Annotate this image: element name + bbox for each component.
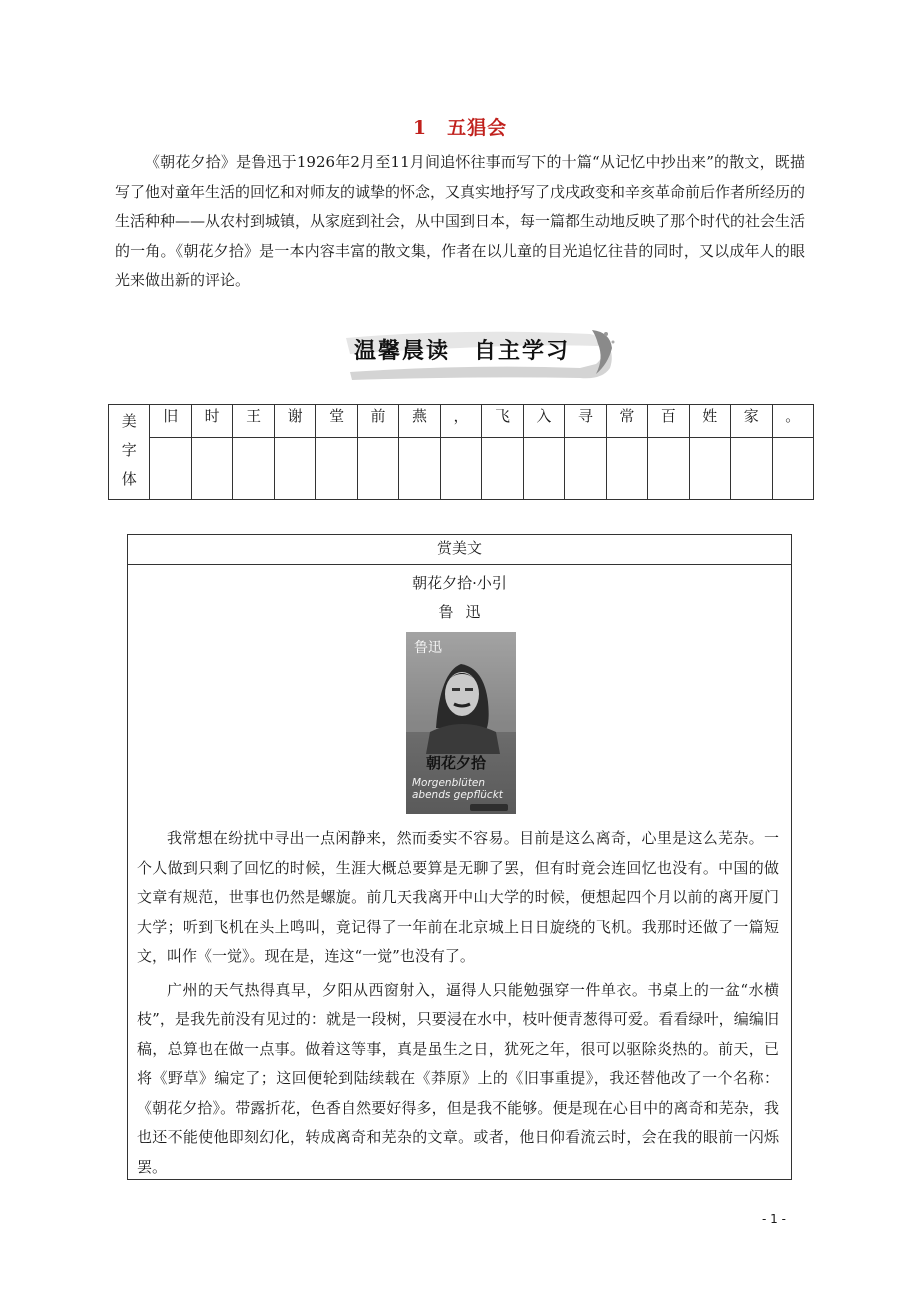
calligraphy-char: 堂 — [316, 405, 357, 438]
calligraphy-char: 寻 — [565, 405, 606, 438]
calligraphy-practice-cell[interactable] — [440, 438, 481, 500]
calligraphy-practice-cell[interactable] — [274, 438, 315, 500]
calligraphy-practice-cell[interactable] — [731, 438, 772, 500]
calligraphy-char: 时 — [191, 405, 232, 438]
calligraphy-practice-cell[interactable] — [233, 438, 274, 500]
calligraphy-practice-cell[interactable] — [399, 438, 440, 500]
calligraphy-practice-cell[interactable] — [191, 438, 232, 500]
calligraphy-practice-cell[interactable] — [648, 438, 689, 500]
essay-paragraph: 广州的天气热得真早，夕阳从西窗射入，逼得人只能勉强穿一件单衣。书桌上的一盆“水横枝”，是我先前没有见过的：就是一段树，只要浸在水中，枝叶便青葱得可爱。看看绿叶，编编旧稿，总算也在做一点事。做着这等事，真是虽生之日，犹死之年，很可以驱除炎热的。前天，已将《野草》编定了；这回便轮到陆续载在《莽原》上的《旧事重提》，我还替他改了一个名称：《朝花夕拾》。带露折花，色香自然要好得多，但是我不能够。便是现在心目中的离奇和芜杂，我也还不能使他即刻幻化，转成离奇和芜杂的文章。或者，他日仰看流云时，会在我的眼前一闪烁罢。 — [137, 980, 779, 1176]
calligraphy-char: 旧 — [150, 405, 191, 438]
intro-text — [115, 148, 805, 296]
cover-title-cn: 朝花夕拾 — [426, 754, 487, 772]
calligraphy-practice-cell[interactable] — [482, 438, 523, 500]
book-cover-image — [406, 632, 516, 814]
calligraphy-label-char: 体 — [121, 470, 137, 488]
cover-author-text: 鲁迅 — [414, 640, 442, 656]
calligraphy-char: 。 — [772, 405, 814, 438]
calligraphy-label-char: 字 — [121, 441, 137, 459]
calligraphy-label-cell — [109, 405, 150, 500]
cover-title-de-2: abends gepflückt — [412, 789, 503, 801]
calligraphy-char: 谢 — [274, 405, 315, 438]
page-number: - 1 - — [762, 1212, 786, 1226]
essay-body — [137, 824, 779, 1182]
calligraphy-table — [108, 404, 814, 500]
calligraphy-practice-cell[interactable] — [772, 438, 814, 500]
publisher-logo-icon — [470, 804, 508, 811]
calligraphy-char: 百 — [648, 405, 689, 438]
calligraphy-label-char: 美 — [121, 412, 137, 430]
calligraphy-char: 姓 — [689, 405, 730, 438]
page-title: 1 五猖会 — [412, 117, 508, 139]
calligraphy-practice-cell[interactable] — [689, 438, 730, 500]
essay-paragraph: 我常想在纷扰中寻出一点闲静来，然而委实不容易。目前是这么离奇，心里是这么芜杂。一个人做到只剩了回忆的时候，生涯大概总要算是无聊了罢，但有时竟会连回忆也没有。中国的做文章有规范，世事也仍然是螺旋。前几天我离开中山大学的时候，便想起四个月以前的离开厦门大学；听到飞机在头上鸣叫，竟记得了一年前在北京城上日日旋绕的飞机。我那时还做了一篇短文，叫作《一觉》。现在是，连这“一觉”也没有了。 — [137, 829, 779, 965]
calligraphy-char: 王 — [233, 405, 274, 438]
panel-heading: 赏美文 — [128, 535, 791, 565]
calligraphy-char: 飞 — [482, 405, 523, 438]
calligraphy-char: ， — [440, 405, 481, 438]
calligraphy-practice-cell[interactable] — [357, 438, 398, 500]
calligraphy-char: 前 — [357, 405, 398, 438]
essay-title: 朝花夕拾·小引 — [412, 574, 507, 592]
section-banner — [340, 324, 620, 384]
calligraphy-char: 入 — [523, 405, 564, 438]
calligraphy-practice-cell[interactable] — [523, 438, 564, 500]
calligraphy-practice-cell[interactable] — [606, 438, 647, 500]
calligraphy-practice-cell[interactable] — [565, 438, 606, 500]
calligraphy-char: 家 — [731, 405, 772, 438]
calligraphy-char: 常 — [606, 405, 647, 438]
intro-paragraph: 《朝花夕拾》是鲁迅于1926年2月至11月间追怀往事而写下的十篇“从记忆中抄出来”的散文，既描写了他对童年生活的回忆和对师友的诚挚的怀念，又真实地抒写了戊戌政变和辛亥革命前后作者所经历的生活种种——从农村到城镇，从家庭到社会，从中国到日本，每一篇都生动地反映了那个时代的社会生活的一角。《朝花夕拾》是一本内容丰富的散文集，作者在以儿童的目光追忆往昔的同时，又以成年人的眼光来做出新的评论。 — [115, 153, 806, 289]
calligraphy-practice-cell[interactable] — [150, 438, 191, 500]
cover-title-de-1: Morgenblüten — [412, 777, 486, 789]
calligraphy-char: 燕 — [399, 405, 440, 438]
reading-panel — [127, 534, 792, 1180]
calligraphy-practice-cell[interactable] — [316, 438, 357, 500]
essay-author: 鲁迅 — [438, 603, 493, 621]
banner-title: 温馨晨读 自主学习 — [354, 339, 571, 364]
